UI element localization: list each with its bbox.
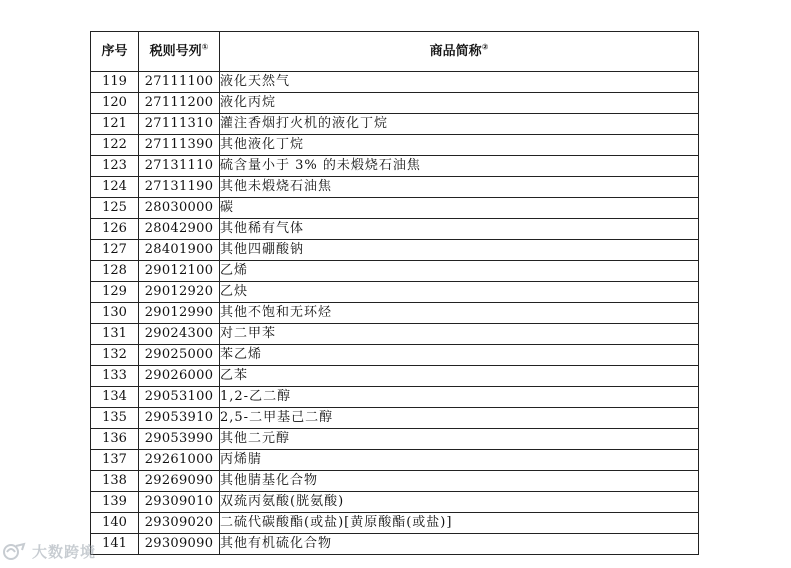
cell-seq: 129 <box>91 282 139 303</box>
table-row <box>91 345 699 366</box>
cell-seq: 122 <box>91 135 139 156</box>
cell-name: 液化丙烷 <box>220 93 699 114</box>
cell-code: 29309010 <box>139 492 220 513</box>
cell-seq: 140 <box>91 513 139 534</box>
cell-code: 29309020 <box>139 513 220 534</box>
cell-code: 29012920 <box>139 282 220 303</box>
cell-name: 二硫代碳酸酯(或盐)[黄原酸酯(或盐)] <box>220 513 699 534</box>
cell-name: 丙烯腈 <box>220 450 699 471</box>
cell-code: 27111310 <box>139 114 220 135</box>
footnote-mark-2: ② <box>481 42 489 52</box>
cell-code: 29024300 <box>139 324 220 345</box>
cell-name: 液化天然气 <box>220 72 699 93</box>
cell-name: 其他稀有气体 <box>220 219 699 240</box>
cell-seq: 123 <box>91 156 139 177</box>
tariff-table <box>90 31 699 555</box>
watermark <box>2 539 96 563</box>
table-row <box>91 429 699 450</box>
cell-name: 苯乙烯 <box>220 345 699 366</box>
header-code: 税则号列① <box>139 32 220 72</box>
table-row <box>91 219 699 240</box>
cell-seq: 134 <box>91 387 139 408</box>
table-row <box>91 156 699 177</box>
cell-name: 乙苯 <box>220 366 699 387</box>
cell-seq: 137 <box>91 450 139 471</box>
cell-seq: 138 <box>91 471 139 492</box>
cell-seq: 119 <box>91 72 139 93</box>
cell-code: 27111390 <box>139 135 220 156</box>
cell-name: 其他液化丁烷 <box>220 135 699 156</box>
cell-name: 双巯丙氨酸(胱氨酸) <box>220 492 699 513</box>
cell-seq: 130 <box>91 303 139 324</box>
table-row <box>91 492 699 513</box>
footnote-mark-1: ① <box>201 42 209 52</box>
cell-seq: 141 <box>91 534 139 555</box>
table-row <box>91 513 699 534</box>
cell-code: 29309090 <box>139 534 220 555</box>
cell-seq: 131 <box>91 324 139 345</box>
table-row <box>91 324 699 345</box>
table-row <box>91 450 699 471</box>
cell-name: 乙炔 <box>220 282 699 303</box>
table-row <box>91 261 699 282</box>
table-row <box>91 534 699 555</box>
table-row <box>91 114 699 135</box>
cell-name: 碳 <box>220 198 699 219</box>
cell-code: 29025000 <box>139 345 220 366</box>
cell-name: 1,2-乙二醇 <box>220 387 699 408</box>
cell-code: 28042900 <box>139 219 220 240</box>
cell-code: 29269090 <box>139 471 220 492</box>
table-row <box>91 240 699 261</box>
table-row <box>91 387 699 408</box>
header-name: 商品简称② <box>220 32 699 72</box>
cell-code: 28401900 <box>139 240 220 261</box>
cell-code: 28030000 <box>139 198 220 219</box>
table-row <box>91 471 699 492</box>
brand-logo-icon <box>2 541 28 561</box>
cell-name: 其他不饱和无环烃 <box>220 303 699 324</box>
cell-name: 硫含量小于 3% 的未煅烧石油焦 <box>220 156 699 177</box>
cell-seq: 128 <box>91 261 139 282</box>
cell-name: 对二甲苯 <box>220 324 699 345</box>
cell-seq: 126 <box>91 219 139 240</box>
cell-name: 乙烯 <box>220 261 699 282</box>
cell-name: 其他二元醇 <box>220 429 699 450</box>
cell-code: 29026000 <box>139 366 220 387</box>
cell-code: 27111200 <box>139 93 220 114</box>
header-seq: 序号 <box>91 32 139 72</box>
cell-name: 2,5-二甲基己二醇 <box>220 408 699 429</box>
cell-seq: 133 <box>91 366 139 387</box>
cell-code: 29053990 <box>139 429 220 450</box>
cell-seq: 124 <box>91 177 139 198</box>
cell-code: 27131190 <box>139 177 220 198</box>
cell-name: 其他有机硫化合物 <box>220 534 699 555</box>
table-row <box>91 303 699 324</box>
cell-code: 27111100 <box>139 72 220 93</box>
cell-code: 29261000 <box>139 450 220 471</box>
cell-seq: 121 <box>91 114 139 135</box>
cell-code: 29053910 <box>139 408 220 429</box>
watermark-text: 大数跨境 <box>32 542 97 561</box>
table-row <box>91 72 699 93</box>
cell-seq: 125 <box>91 198 139 219</box>
cell-seq: 127 <box>91 240 139 261</box>
cell-name: 其他腈基化合物 <box>220 471 699 492</box>
cell-seq: 120 <box>91 93 139 114</box>
table-row <box>91 198 699 219</box>
cell-seq: 136 <box>91 429 139 450</box>
table-row <box>91 177 699 198</box>
cell-code: 27131110 <box>139 156 220 177</box>
cell-name: 其他未煅烧石油焦 <box>220 177 699 198</box>
cell-seq: 139 <box>91 492 139 513</box>
table-row <box>91 282 699 303</box>
table-body <box>91 72 699 555</box>
cell-code: 29012100 <box>139 261 220 282</box>
table-row <box>91 135 699 156</box>
cell-code: 29012990 <box>139 303 220 324</box>
cell-code: 29053100 <box>139 387 220 408</box>
table-row <box>91 366 699 387</box>
cell-name: 其他四硼酸钠 <box>220 240 699 261</box>
cell-seq: 135 <box>91 408 139 429</box>
table-header <box>91 32 699 72</box>
table-row <box>91 93 699 114</box>
cell-seq: 132 <box>91 345 139 366</box>
cell-name: 灌注香烟打火机的液化丁烷 <box>220 114 699 135</box>
table-row <box>91 408 699 429</box>
